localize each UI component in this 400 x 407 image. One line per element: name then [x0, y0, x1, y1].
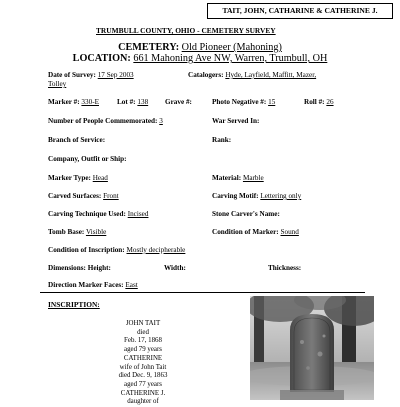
section-divider [40, 292, 365, 293]
gravestone-photo-image [250, 296, 374, 400]
direction-marker-faces: Direction Marker Faces: East [48, 281, 138, 289]
carving-technique: Carving Technique Used: Incised [48, 210, 149, 218]
surname-header-box: TAIT, JOHN, CATHARINE & CATHERINE J. [207, 3, 393, 19]
company-outfit-ship: Company, Outfit or Ship: [48, 155, 127, 163]
gravestone-photo [250, 296, 374, 400]
grave-number: Grave #: [165, 98, 192, 106]
inscription-line: died Dec. 9, 1863 [118, 372, 168, 380]
dimensions-width: Width: [164, 264, 186, 272]
inscription-title: INSCRIPTION: [48, 300, 100, 309]
date-of-survey: Date of Survey: 17 Sep 2003 [48, 71, 134, 79]
condition-of-inscription: Condition of Inscription: Mostly decipherable [48, 246, 186, 254]
inscription-line: wife of John Tait [119, 363, 167, 371]
tomb-base: Tomb Base: Visible [48, 228, 107, 236]
cemetery-line [0, 42, 400, 53]
location-label: LOCATION: [72, 53, 131, 64]
lot-number: Lot #: 138 [117, 98, 149, 106]
marker-type: Marker Type: Head [48, 174, 108, 182]
inscription-line: CATHERINE J. [120, 389, 166, 397]
inscription-line: died [137, 328, 149, 336]
inscription-line: aged 79 years [124, 346, 162, 354]
location-value: 661 Mahoning Ave NW, Warren, Trumbull, OH [133, 53, 328, 64]
rank: Rank: [212, 136, 232, 144]
marker-number: Marker #: 330-E [48, 98, 99, 106]
inscription-line: CATHERINE [123, 354, 163, 362]
location-line [0, 53, 400, 64]
carving-motif: Carving Motif: Lettering only [212, 192, 302, 200]
branch-of-service: Branch of Service: [48, 136, 106, 144]
photo-negative-number: Photo Negative #: 15 [212, 98, 276, 106]
people-commemorated: Number of People Commemorated: 3 [48, 117, 163, 125]
cemetery-name: Old Pioneer (Mahoning) [181, 42, 282, 53]
inscription-line: daughter of [127, 398, 159, 406]
roll-number: Roll #: 26 [304, 98, 334, 106]
inscription-line: JOHN TAIT [125, 320, 161, 327]
cemetery-label: CEMETERY: [118, 42, 180, 53]
dimensions-height: Dimensions: Height: [48, 264, 111, 272]
inscription-line: Feb. 17, 1868 [124, 337, 162, 345]
inscription-text [100, 320, 186, 407]
stone-carver-name: Stone Carver's Name: [212, 210, 280, 218]
war-served-in: War Served In: [212, 117, 260, 125]
inscription-line: aged 77 years [124, 380, 162, 388]
carved-surfaces: Carved Surfaces: Front [48, 192, 119, 200]
catalogers: Catalogers: Hyde, Layfield, Maffitt, Mazer, [188, 71, 317, 79]
survey-title: TRUMBULL COUNTY, OHIO - CEMETERY SURVEY [96, 26, 276, 35]
catalogers-continued: Tolley [48, 80, 67, 88]
material: Material: Marble [212, 174, 264, 182]
dimensions-thickness: Thickness: [268, 264, 302, 272]
condition-of-marker: Condition of Marker: Sound [212, 228, 299, 236]
